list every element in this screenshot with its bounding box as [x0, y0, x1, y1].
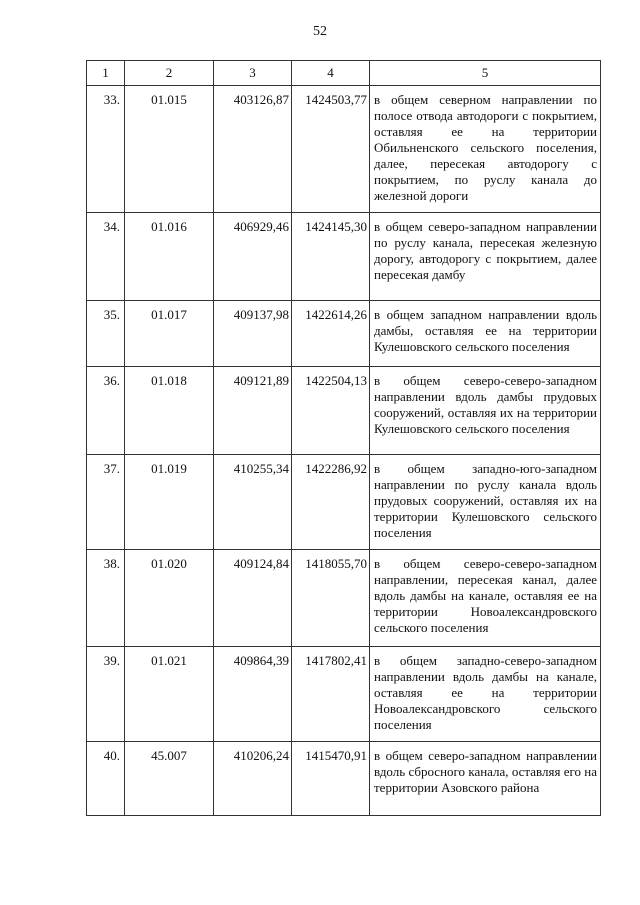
coordinate-y: 1415470,91	[292, 742, 370, 816]
table-row	[87, 367, 601, 455]
row-number: 40.	[87, 742, 125, 816]
table-row	[87, 86, 601, 213]
page-number: 52	[313, 24, 327, 39]
table-row	[87, 550, 601, 647]
coordinate-x: 410255,34	[214, 455, 292, 550]
coordinate-y: 1422286,92	[292, 455, 370, 550]
row-number: 39.	[87, 647, 125, 742]
point-id: 01.015	[125, 86, 214, 213]
column-header: 5	[370, 61, 601, 86]
coordinate-y: 1418055,70	[292, 550, 370, 647]
point-id: 01.021	[125, 647, 214, 742]
table-row	[87, 301, 601, 367]
boundary-description: в общем северо-западном направлении по руслу канала, пересекая железную дорогу, автодорогу с покрытием, далее пересекая дамбу	[370, 213, 601, 301]
boundary-coordinates-table	[86, 60, 601, 816]
row-number: 33.	[87, 86, 125, 213]
column-header: 2	[125, 61, 214, 86]
row-number: 36.	[87, 367, 125, 455]
boundary-description: в общем северо-северо-западном направлении вдоль дамбы прудовых сооружений, оставляя их на территории Кулешовского сельского поселения	[370, 367, 601, 455]
coordinate-x: 409864,39	[214, 647, 292, 742]
column-header: 4	[292, 61, 370, 86]
table-row	[87, 213, 601, 301]
boundary-description: в общем северо-западном направлении вдоль сбросного канала, оставляя его на территории Азовского района	[370, 742, 601, 816]
row-number: 37.	[87, 455, 125, 550]
coordinate-x: 409121,89	[214, 367, 292, 455]
table-row	[87, 455, 601, 550]
point-id: 01.016	[125, 213, 214, 301]
coordinate-y: 1417802,41	[292, 647, 370, 742]
coordinate-y: 1422504,13	[292, 367, 370, 455]
header-row	[87, 61, 601, 86]
coordinate-x: 409124,84	[214, 550, 292, 647]
boundary-description: в общем западном направлении вдоль дамбы, оставляя ее на территории Кулешовского сельского поселения	[370, 301, 601, 367]
point-id: 45.007	[125, 742, 214, 816]
coordinate-y: 1424145,30	[292, 213, 370, 301]
point-id: 01.018	[125, 367, 214, 455]
table-row	[87, 742, 601, 816]
row-number: 35.	[87, 301, 125, 367]
coordinate-x: 406929,46	[214, 213, 292, 301]
coordinate-y: 1424503,77	[292, 86, 370, 213]
boundary-description: в общем западно-северо-западном направлении вдоль дамбы на канале, оставляя ее на территории Новоалександровского сельского поселения	[370, 647, 601, 742]
row-number: 34.	[87, 213, 125, 301]
column-header: 1	[87, 61, 125, 86]
coordinate-x: 409137,98	[214, 301, 292, 367]
point-id: 01.020	[125, 550, 214, 647]
row-number: 38.	[87, 550, 125, 647]
coordinate-y: 1422614,26	[292, 301, 370, 367]
boundary-description: в общем северо-северо-западном направлении, пересекая канал, далее вдоль дамбы на канале, оставляя ее на территории Новоалександровского сельского поселения	[370, 550, 601, 647]
boundary-description: в общем северном направлении по полосе отвода автодороги с покрытием, оставляя ее на территории Обильненского сельского поселения, далее, пересекая автодорогу с покрытием, по руслу канала до железной дороги	[370, 86, 601, 213]
coordinate-x: 403126,87	[214, 86, 292, 213]
point-id: 01.019	[125, 455, 214, 550]
coordinate-x: 410206,24	[214, 742, 292, 816]
column-header: 3	[214, 61, 292, 86]
table-row	[87, 647, 601, 742]
point-id: 01.017	[125, 301, 214, 367]
boundary-description: в общем западно-юго-западном направлении по руслу канала вдоль прудовых сооружений, оставляя их на территории Кулешовского сельского поселения	[370, 455, 601, 550]
